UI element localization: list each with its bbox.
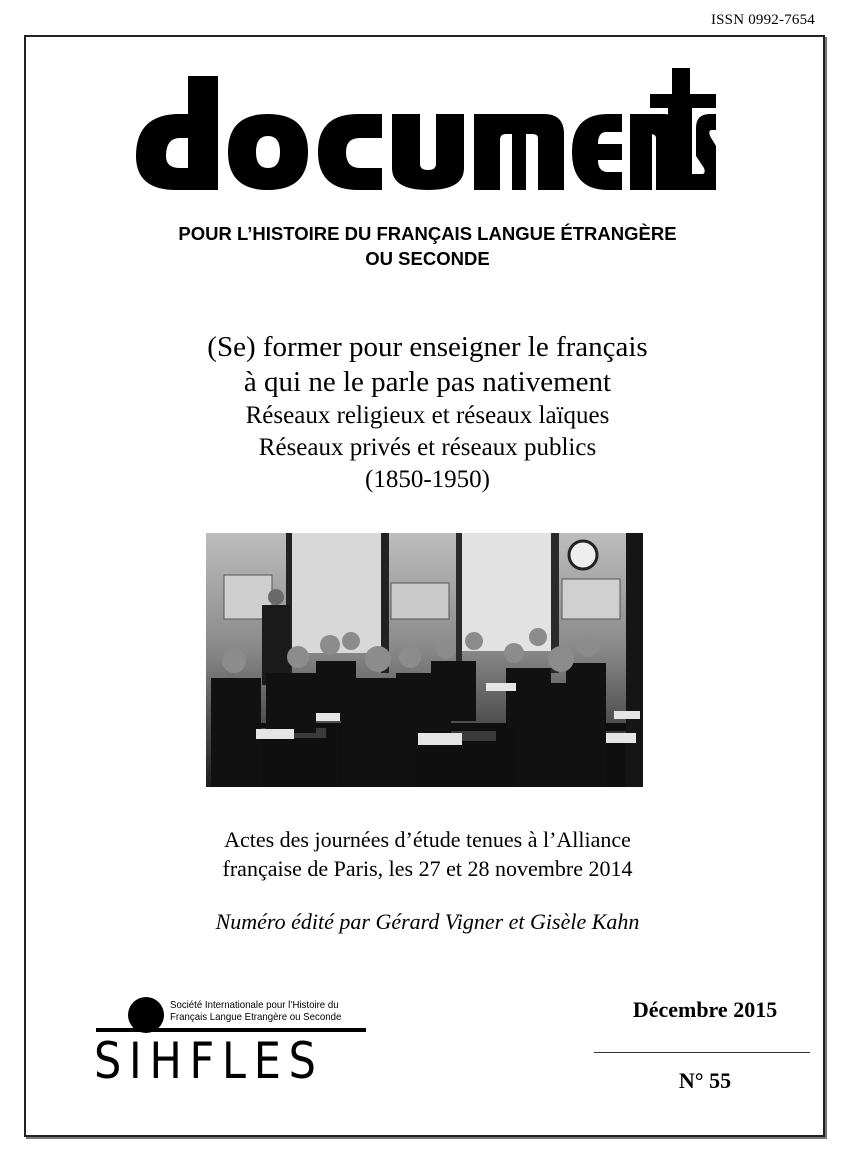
documents-logo [136,68,716,198]
issue-number: N° 55 [678,1068,732,1093]
sihfles-logo [92,997,372,1097]
editor-credit: Numéro édité par Gérard Vigner et Gisèle Kahn [215,909,640,934]
proceedings-note [0,825,855,883]
issue-title [0,330,855,496]
society-name-line-1: Société Internationale pour l’Histoire du [170,999,339,1011]
title-line-1: (Se) former pour enseigner le français [207,331,648,363]
journal-subtitle [0,221,855,271]
society-name-line-2: Français Langue Etrangère ou Seconde [170,1011,342,1023]
society-acronym: SIHFLES [94,1032,324,1090]
title-line-5: (1850-1950) [365,466,490,493]
proceedings-line-1: Actes des journées d’étude tenues à l’Alliance [224,827,631,852]
subtitle-line-2: OU SECONDE [365,248,490,269]
issn-number: ISSN 0992-7654 [710,12,815,28]
title-line-4: Réseaux privés et réseaux publics [258,434,597,461]
title-line-3: Réseaux religieux et réseaux laïques [245,402,610,429]
proceedings-line-2: française de Paris, les 27 et 28 novembre 2014 [222,856,633,881]
subtitle-line-1: POUR L’HISTOIRE DU FRANÇAIS LANGUE ÉTRANGÈRE [178,223,677,244]
issue-date: Décembre 2015 [632,997,778,1022]
title-line-2: à qui ne le parle pas nativement [243,366,612,398]
issue-divider [594,1052,810,1053]
classroom-photo [206,533,643,787]
society-name [170,999,341,1023]
